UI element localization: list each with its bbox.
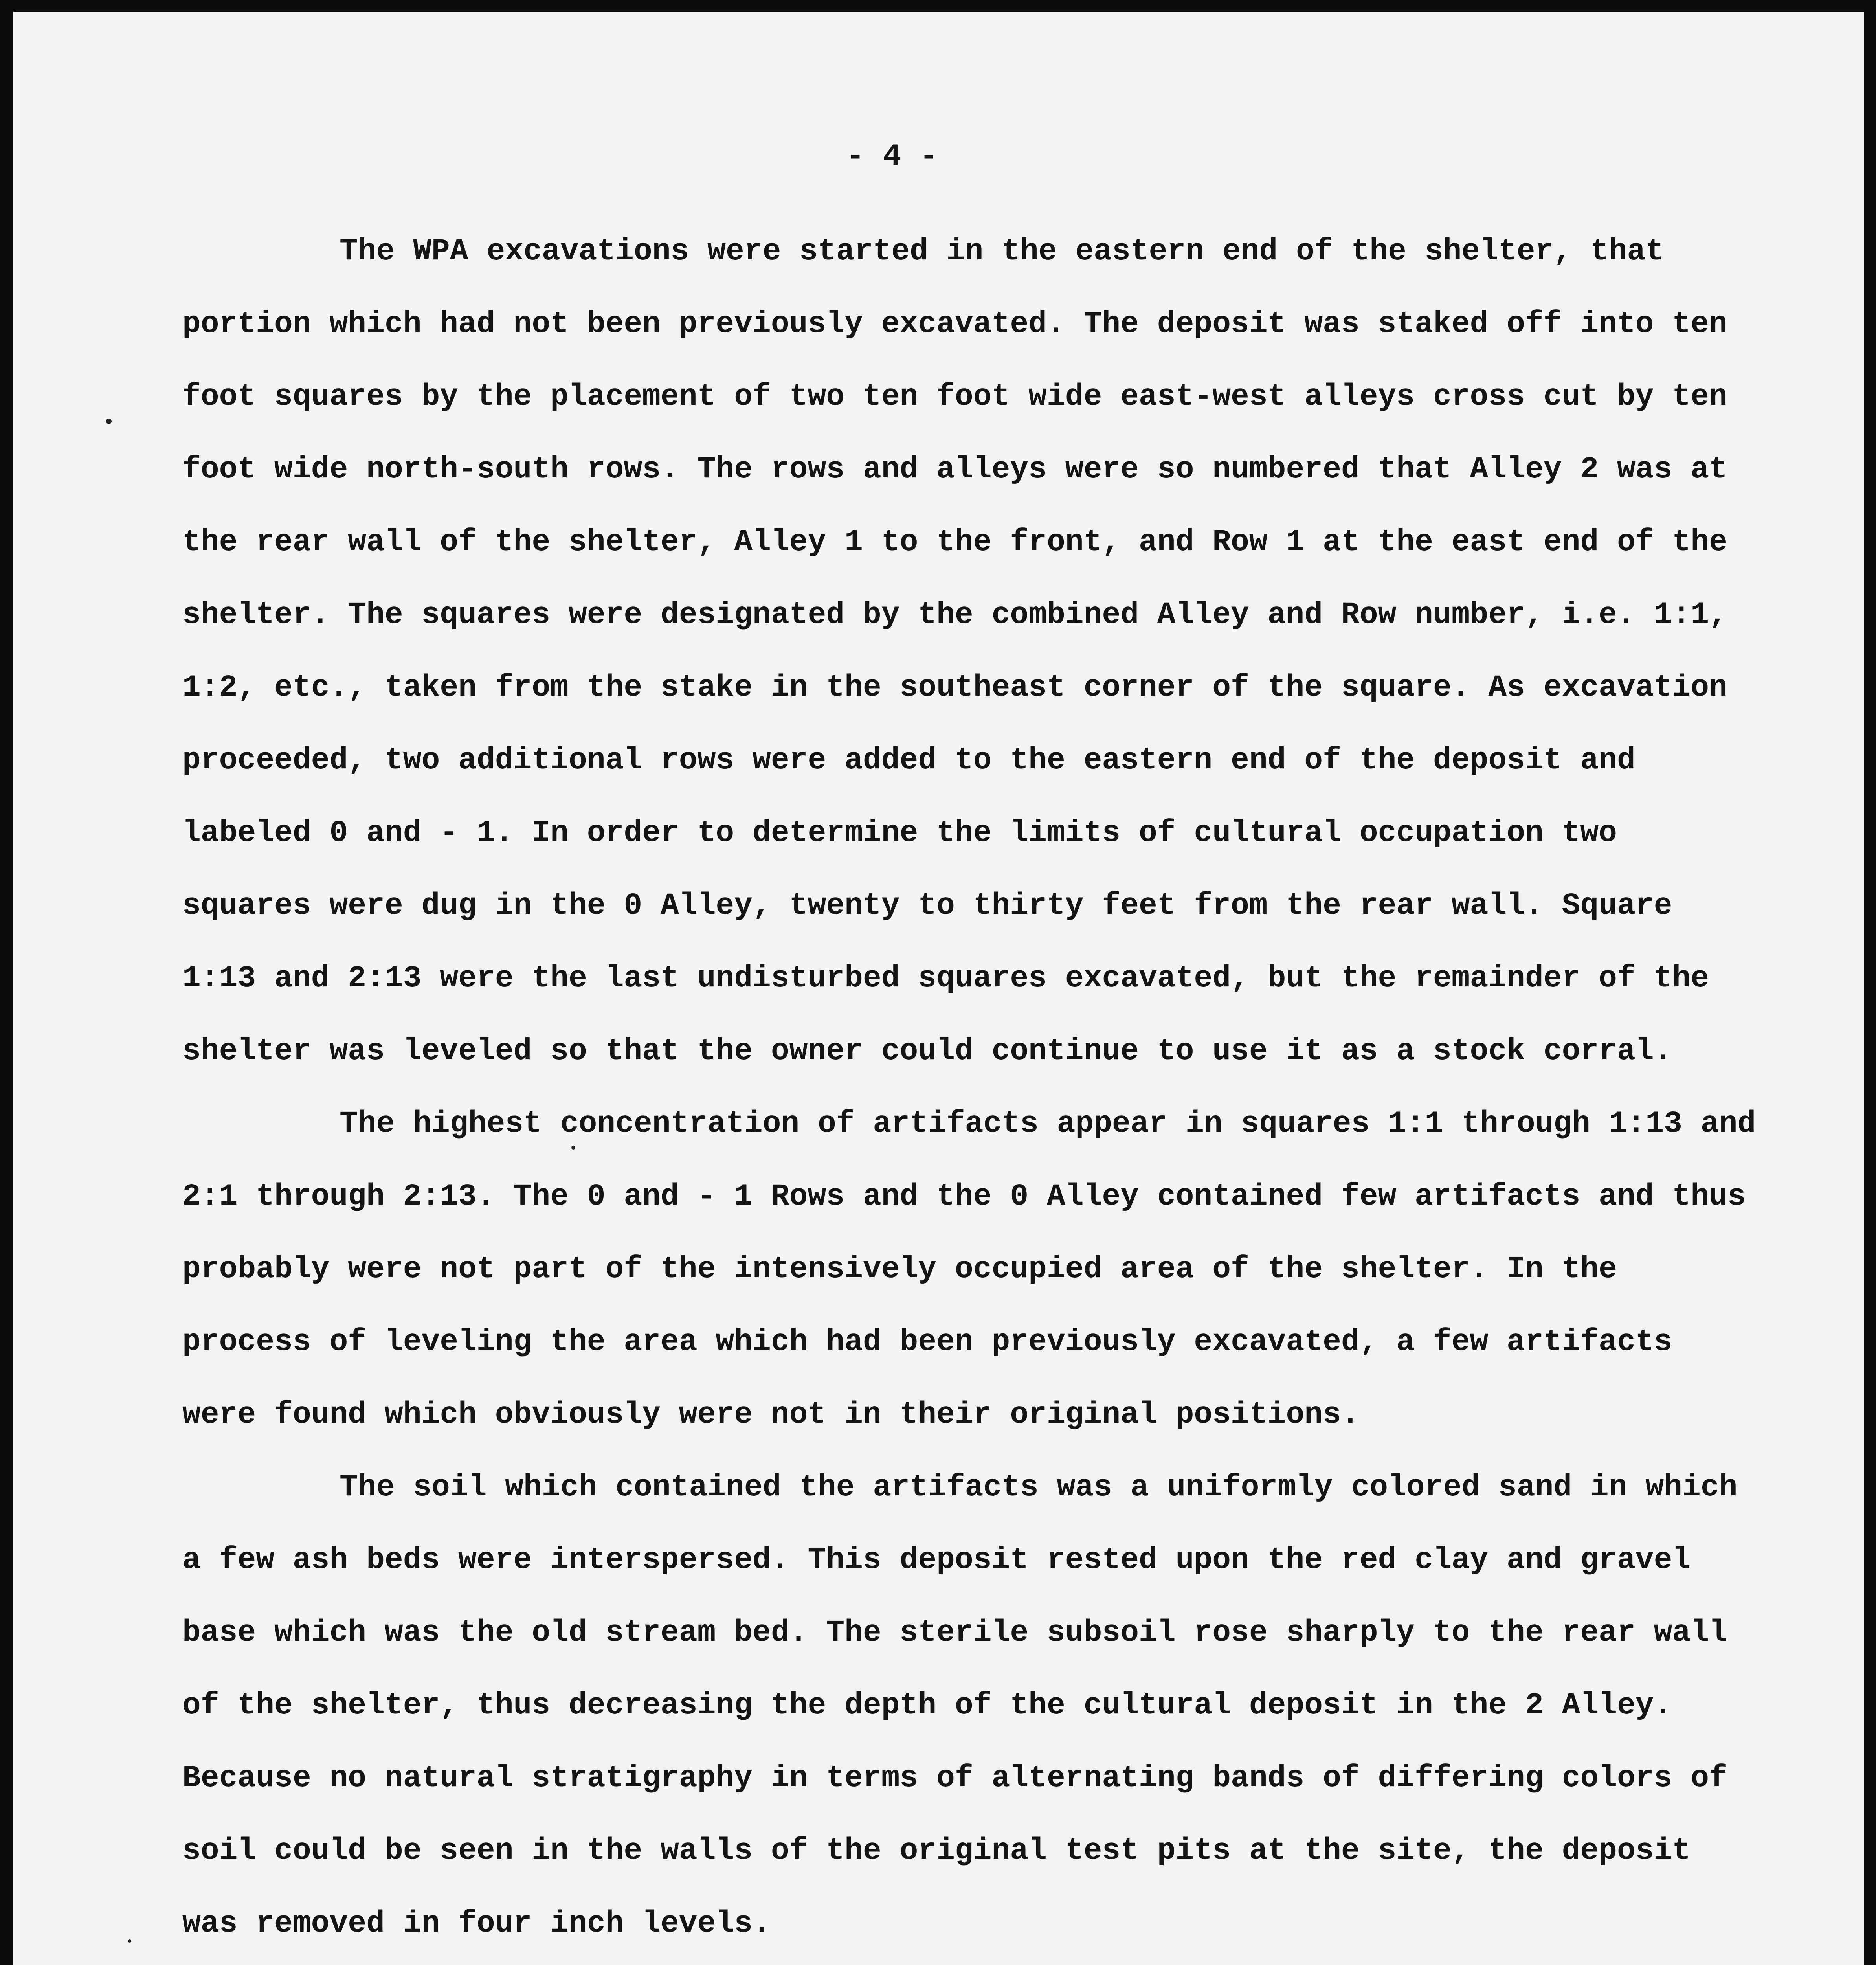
paragraph-artifact-concentration: The highest concentration of artifacts appear in squares 1:1 through 1:13 and 2:1 through 2:13. The 0 and - 1 Rows and the 0 Alley contained few artifacts and thus probably were not part of the intensively occupied area of the shelter. In the process of leveling the area which had been previously excavated, a few artifacts were found which obviously were not in their original positions.	[182, 1107, 1756, 1432]
paragraph-soil-deposit: The soil which contained the artifacts was a uniformly colored sand in which a few ash beds were interspersed. This deposit rested upon the red clay and gravel base which was the old stream bed. The sterile subsoil rose sharply to the rear wall of the shelter, thus decreasing the depth of the cultural deposit in the 2 Alley. Because no natural stratigraphy in terms of alternating bands of differing colors of soil could be seen in the walls of the original test pits at the site, the deposit was removed in four inch levels.	[182, 1470, 1738, 1941]
scan-speck	[128, 1939, 131, 1943]
document-page	[13, 12, 1864, 1965]
scan-speck	[106, 419, 112, 424]
paragraph-excavation-layout: The WPA excavations were started in the eastern end of the shelter, that portion which had not been previously excavated. The deposit was staked off into ten foot squares by the placement of two ten foot wide east-west alleys cross cut by ten foot wide north-south rows. The rows and alleys were so numbered that Alley 2 was at the rear wall of the shelter, Alley 1 to the front, and Row 1 at the east end of the shelter. The squares were designated by the combined Alley and Row number, i.e. 1:1, 1:2, etc., taken from the stake in the southeast corner of the square. As excavation proceeded, two additional rows were added to the eastern end of the deposit and labeled 0 and - 1. In order to determine the limits of cultural occupation two squares were dug in the 0 Alley, twenty to thirty feet from the rear wall. Square 1:13 and 2:13 were the last undisturbed squares excavated, but the remainder of the shelter was leveled so that the owner could continue to use it as a stock corral.	[182, 234, 1727, 1069]
page-number: - 4 -	[846, 140, 938, 174]
scan-speck	[571, 1146, 575, 1150]
body-text	[182, 215, 1762, 1960]
